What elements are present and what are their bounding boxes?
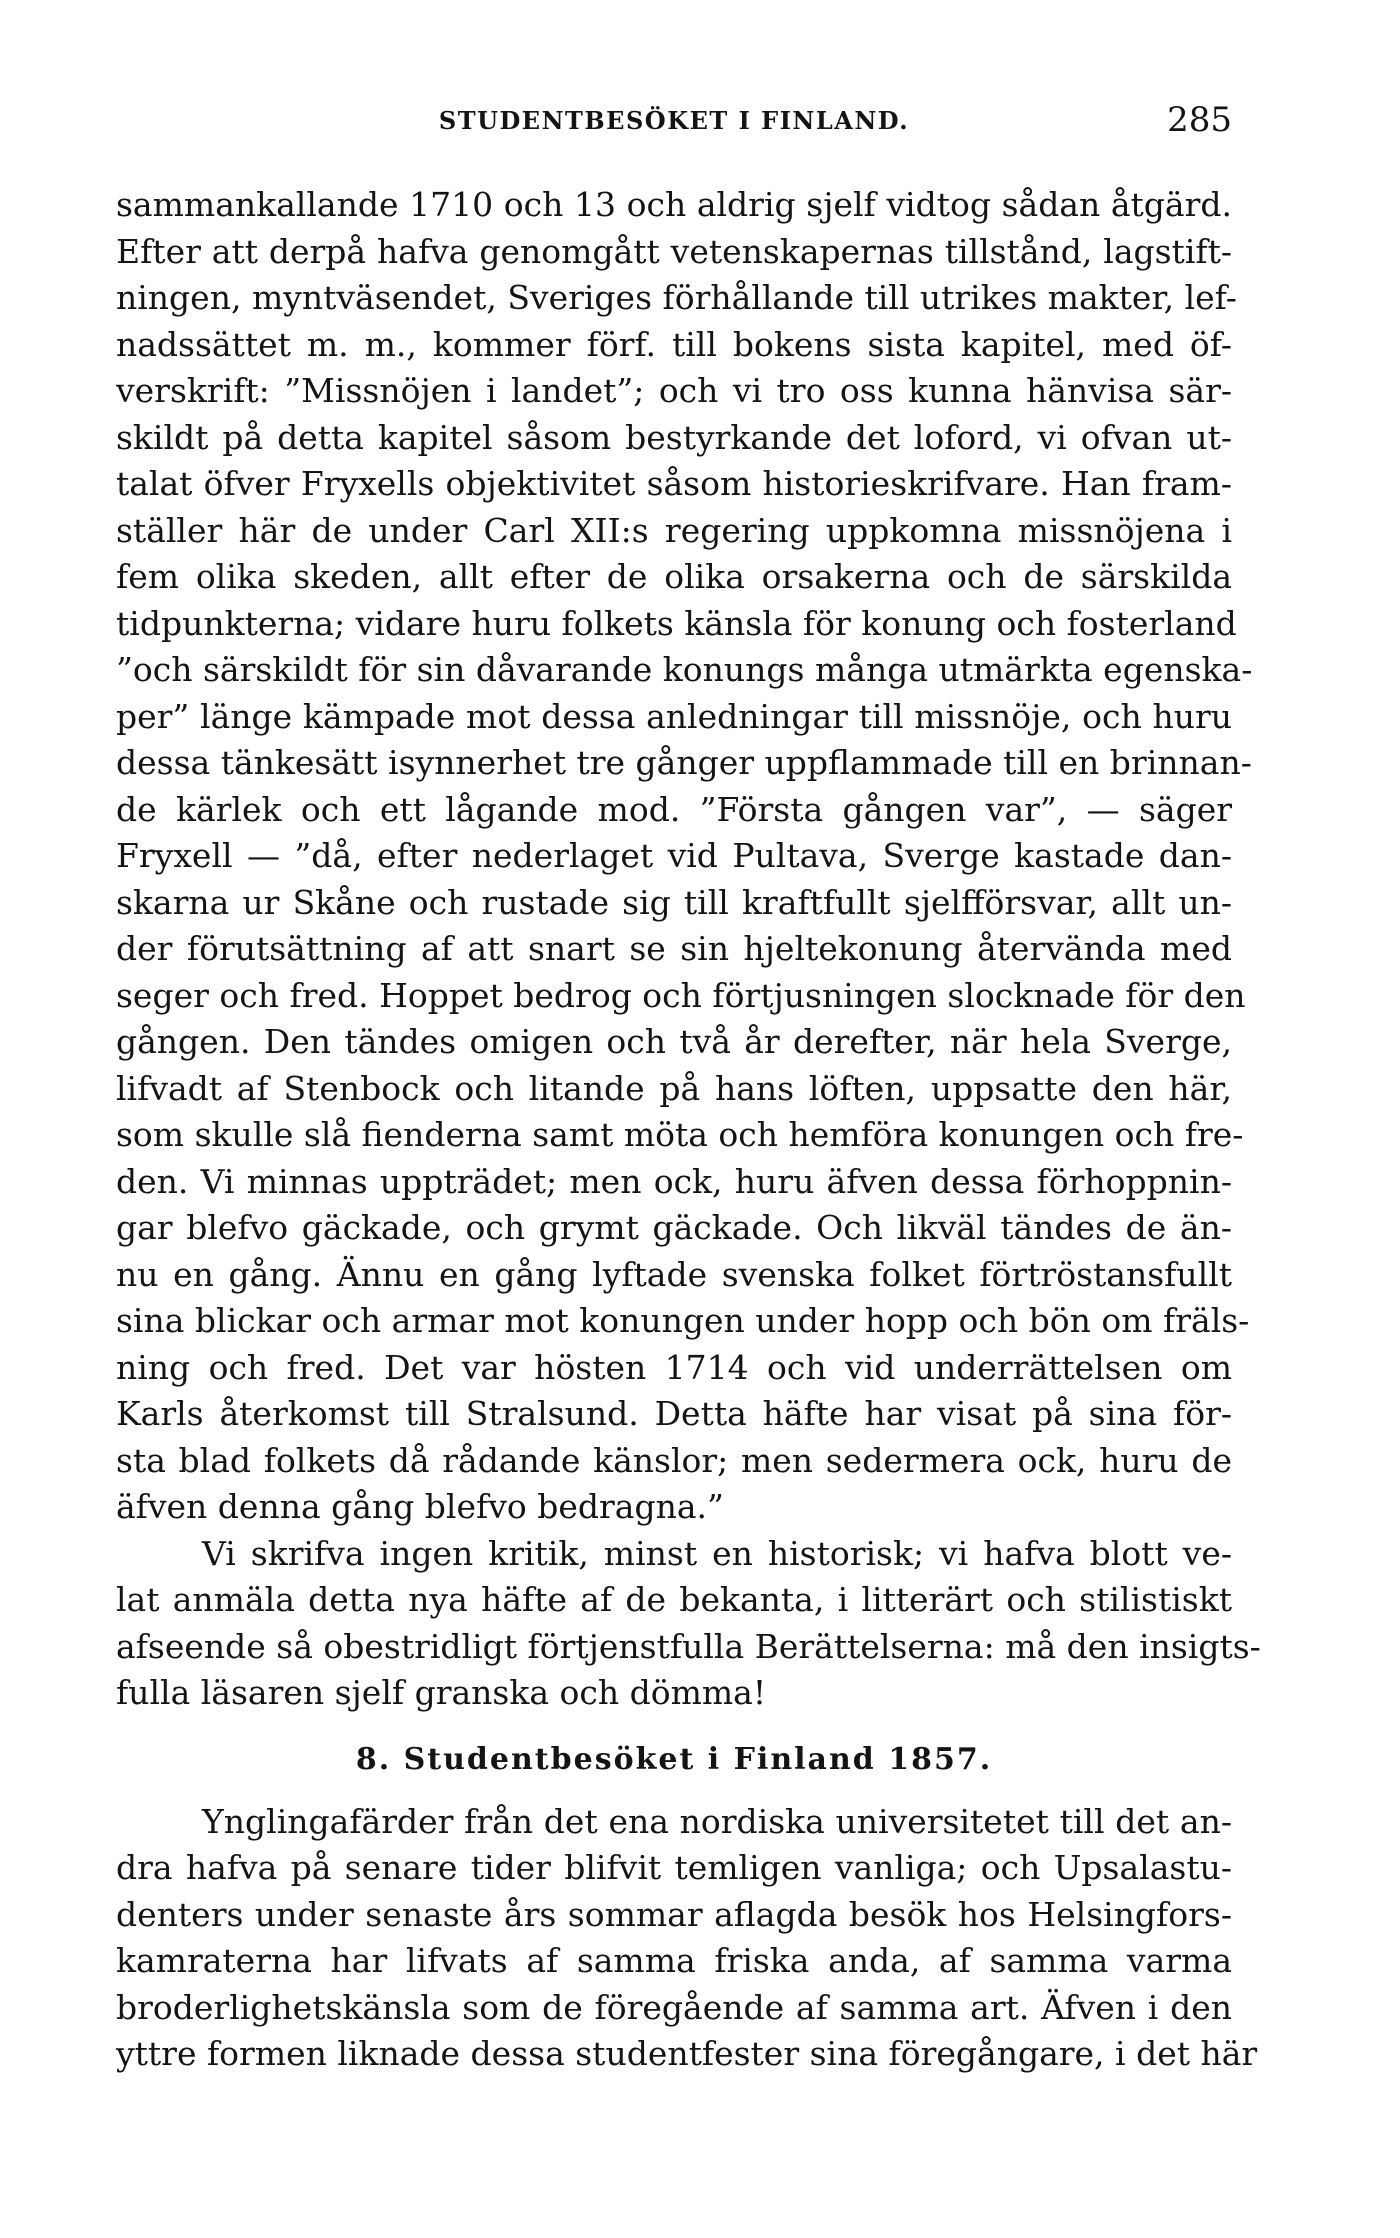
text-line: skarna ur Skåne och rustade sig till kraftfullt sjelfförsvar, allt un- [116, 882, 1232, 922]
running-title: STUDENTBESÖKET I FINLAND. [438, 106, 910, 135]
text-line: lat anmäla detta nya häfte af de bekanta, i litterärt och stilistiskt [116, 1580, 1232, 1619]
text-line: fem olika skeden, allt efter de olika orsakerna och de särskilda [116, 557, 1232, 596]
text-line: Karls återkomst till Stralsund. Detta häfte har visat på sina för- [116, 1394, 1232, 1433]
text-line: gången. Den tändes omigen och två år derefter, när hela Sverge, [116, 1022, 1232, 1061]
text-line: talat öfver Fryxells objektivitet såsom historieskrifvare. Han fram- [116, 464, 1232, 503]
running-head [116, 100, 1232, 144]
text-line: ning och fred. Det var hösten 1714 och vid underrättelsen om [116, 1347, 1232, 1387]
section-paragraph-group [116, 1799, 1258, 2078]
text-line: Vi skrifva ingen kritik, minst en historisk; vi hafva blott ve- [202, 1533, 1232, 1573]
text-line: kamraterna har lifvats af samma friska anda, af samma varma [116, 1941, 1232, 1980]
book-page [116, 100, 1261, 2078]
text-line: per” länge kämpade mot dessa anledningar till missnöje, och huru [116, 696, 1232, 736]
paragraph [116, 1799, 1258, 2078]
text-line: den. Vi minnas uppträdet; men ock, huru äfven dessa förhoppnin- [116, 1161, 1232, 1201]
text-line: Fryxell — ”då, efter nederlaget vid Pultava, Sverge kastade dan- [116, 836, 1232, 875]
text-line: som skulle slå fienderna samt möta och hemföra konungen och fre- [116, 1115, 1244, 1154]
text-line: ”och särskildt för sin dåvarande konungs många utmärkta egenska- [116, 650, 1253, 689]
text-line: dra hafva på senare tider blifvit temligen vanliga; och Upsalastu- [116, 1848, 1232, 1887]
body-text [116, 182, 1261, 2078]
text-line: äfven denna gång blefvo bedragna.” [116, 1487, 724, 1526]
text-line: sammankallande 1710 och 13 och aldrig sjelf vidtog sådan åtgärd. [116, 185, 1232, 224]
text-line: verskrift: ”Missnöjen i landet”; och vi tro oss kunna hänvisa sär- [116, 371, 1232, 410]
text-line: gar blefvo gäckade, och grymt gäckade. Och likväl tändes de än- [116, 1208, 1232, 1247]
text-line: seger och fred. Hoppet bedrog och förtjusningen slocknade för den [116, 975, 1246, 1015]
text-line: skildt på detta kapitel såsom bestyrkande det loford, vi ofvan ut- [116, 417, 1232, 457]
text-line: ställer här de under Carl XII:s regering uppkomna missnöjena i [116, 510, 1232, 550]
text-line: ningen, myntväsendet, Sveriges förhållande till utrikes makter, lef- [116, 278, 1237, 317]
text-line: nu en gång. Ännu en gång lyftade svenska folket förtröstansfullt [116, 1254, 1232, 1294]
page-number: 285 [1167, 100, 1232, 140]
text-line: de kärlek och ett lågande mod. ”Första gången var”, — säger [116, 789, 1232, 829]
text-line: Efter att derpå hafva genomgått vetenskapernas tillstånd, lagstift- [116, 231, 1232, 271]
paragraph [116, 1531, 1261, 1717]
text-line: sina blickar och armar mot konungen under hopp och bön om fräls- [116, 1301, 1250, 1340]
text-line: lifvadt af Stenbock och litande på hans löften, uppsatte den här, [116, 1068, 1232, 1108]
text-line: fulla läsaren sjelf granska och dömma! [116, 1673, 767, 1712]
text-line: broderlighetskänsla som de föregående af samma art. Äfven i den [116, 1987, 1232, 2027]
paragraph [116, 182, 1253, 1531]
text-line: tidpunkterna; vidare huru folkets känsla för konung och fosterland [116, 603, 1237, 643]
paragraph-group [116, 182, 1261, 1717]
text-line: nadssättet m. m., kommer förf. till bokens sista kapitel, med öf- [116, 324, 1232, 364]
section-heading: 8. Studentbesöket i Finland 1857. [355, 1741, 993, 1777]
text-line: sta blad folkets då rådande känslor; men sedermera ock, huru de [116, 1440, 1232, 1480]
text-line: Ynglingafärder från det ena nordiska universitetet till det an- [202, 1801, 1232, 1841]
text-line: afseende så obestridligt förtjenstfulla Berättelserna: må den insigts- [116, 1626, 1261, 1666]
text-line: yttre formen liknade dessa studentfester sina föregångare, i det här [116, 2034, 1258, 2073]
text-line: denters under senaste års sommar aflagda besök hos Helsingfors- [116, 1894, 1232, 1934]
text-line: dessa tänkesätt isynnerhet tre gånger uppflammade till en brinnan- [116, 743, 1252, 782]
text-line: der förutsättning af att snart se sin hjeltekonung återvända med [116, 929, 1232, 968]
